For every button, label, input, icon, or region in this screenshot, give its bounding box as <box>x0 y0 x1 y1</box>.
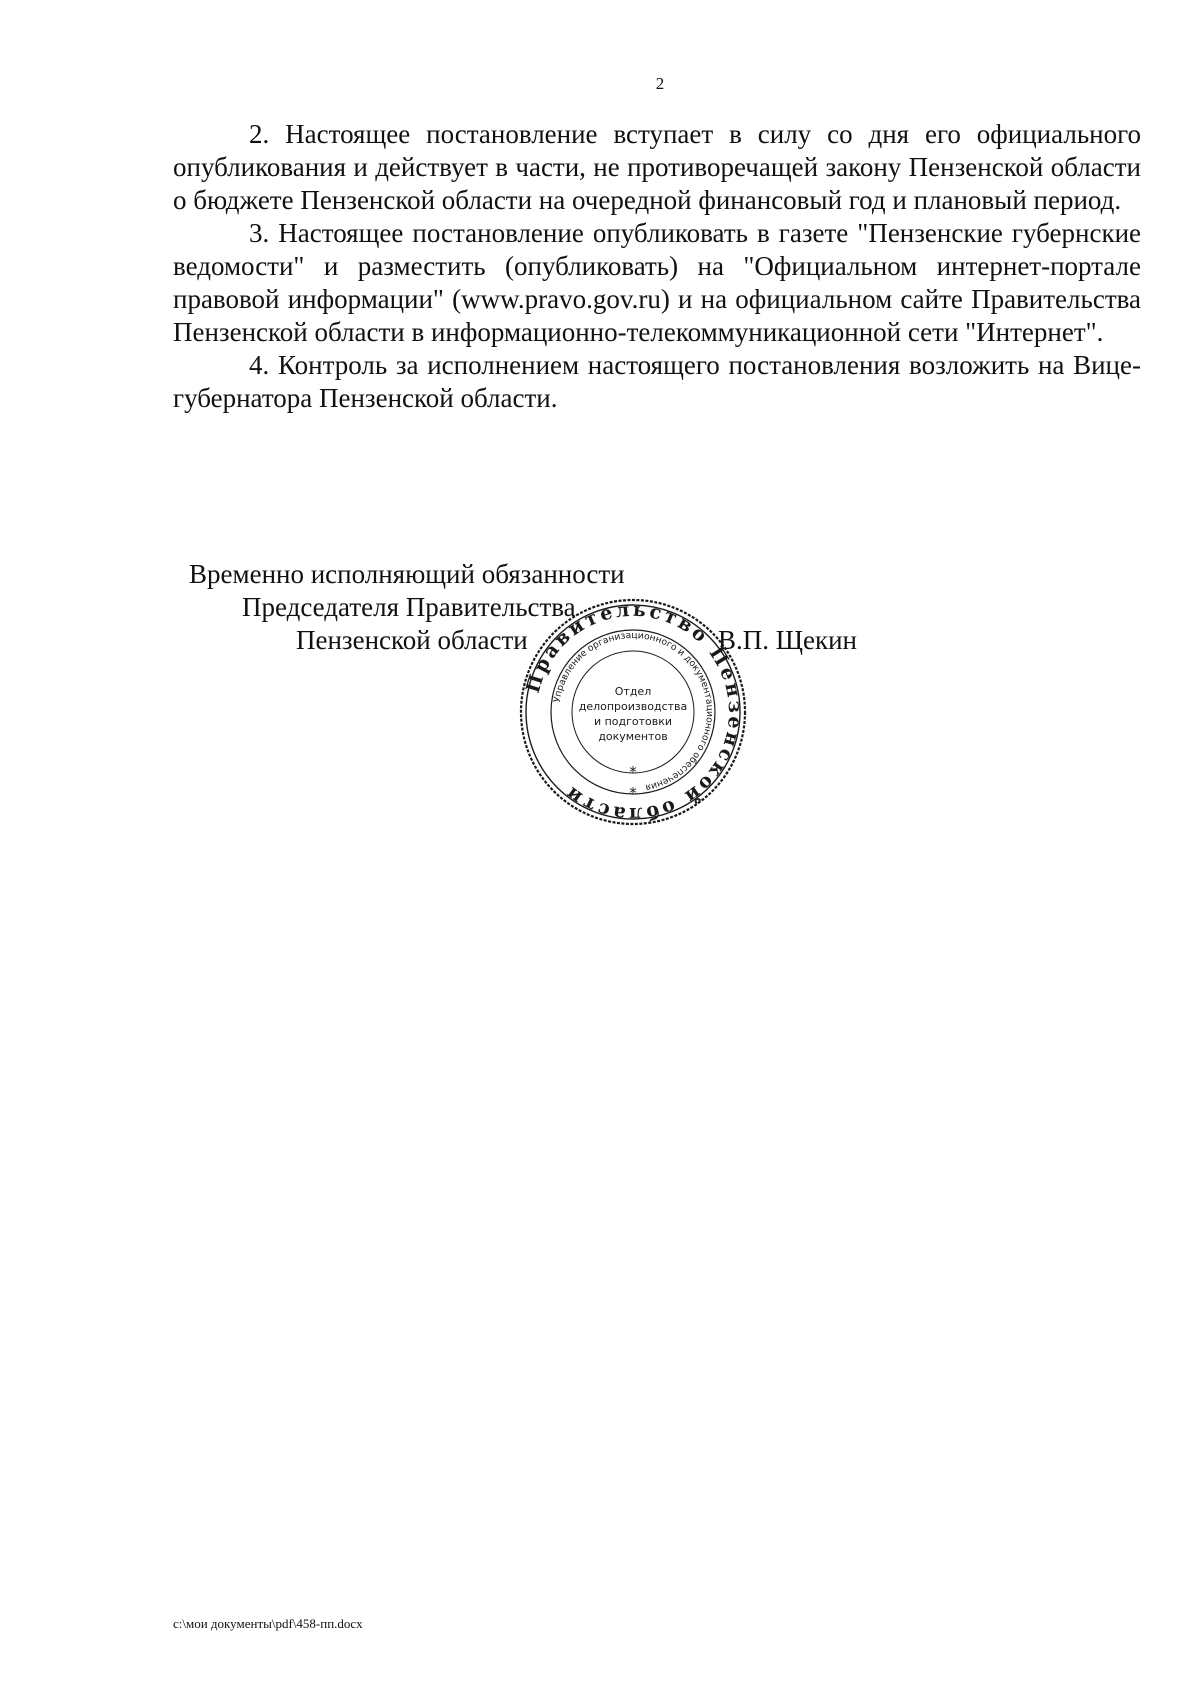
seal-graphic <box>518 597 748 827</box>
seal-star-icon-2: * <box>629 784 637 802</box>
paragraph-4: 4. Контроль за исполнением настоящего постановления возложить на Вице-губернатора Пензенской области. <box>173 350 1141 413</box>
signature-title-line-1: Временно исполняющий обязанности <box>189 559 625 589</box>
seal-star-icon: * <box>629 763 637 781</box>
signer-name: В.П. Щекин <box>718 625 857 655</box>
seal-center-line-1: Отдел <box>614 685 652 698</box>
document-body <box>173 118 1141 415</box>
paragraph-3: 3. Настоящее постановление опубликовать в газете "Пензенские губернские ведомости" и разместить (опубликовать) на "Официальном интернет-портале правовой информации" (www.pravo.gov.ru) и на официальном сайте Правительства Пензенской области в информационно-телекоммуникационной сети "Интернет". <box>173 218 1141 347</box>
page-number: 2 <box>655 74 665 93</box>
seal-outer-text: Правительство Пензенской области <box>521 598 747 826</box>
seal-center-line-3: и подготовки <box>593 715 673 728</box>
seal-inner-text: Управление организационного и документационного обеспечения <box>551 629 716 793</box>
signature-title-line-3: Пензенской области <box>296 625 528 655</box>
seal-center-line-4: документов <box>598 730 668 743</box>
signature-title-line-2: Председателя Правительства <box>242 592 576 622</box>
seal-center-line-2: делопроизводства <box>578 700 688 713</box>
official-seal-stamp <box>518 597 748 827</box>
paragraph-2: 2. Настоящее постановление вступает в силу со дня его официального опубликования и действует в части, не противоречащей закону Пензенской области о бюджете Пензенской области на очередной финансовый год и плановый период. <box>173 119 1141 215</box>
footer-file-path: c:\мои документы\pdf\458-пп.docx <box>173 1616 363 1631</box>
